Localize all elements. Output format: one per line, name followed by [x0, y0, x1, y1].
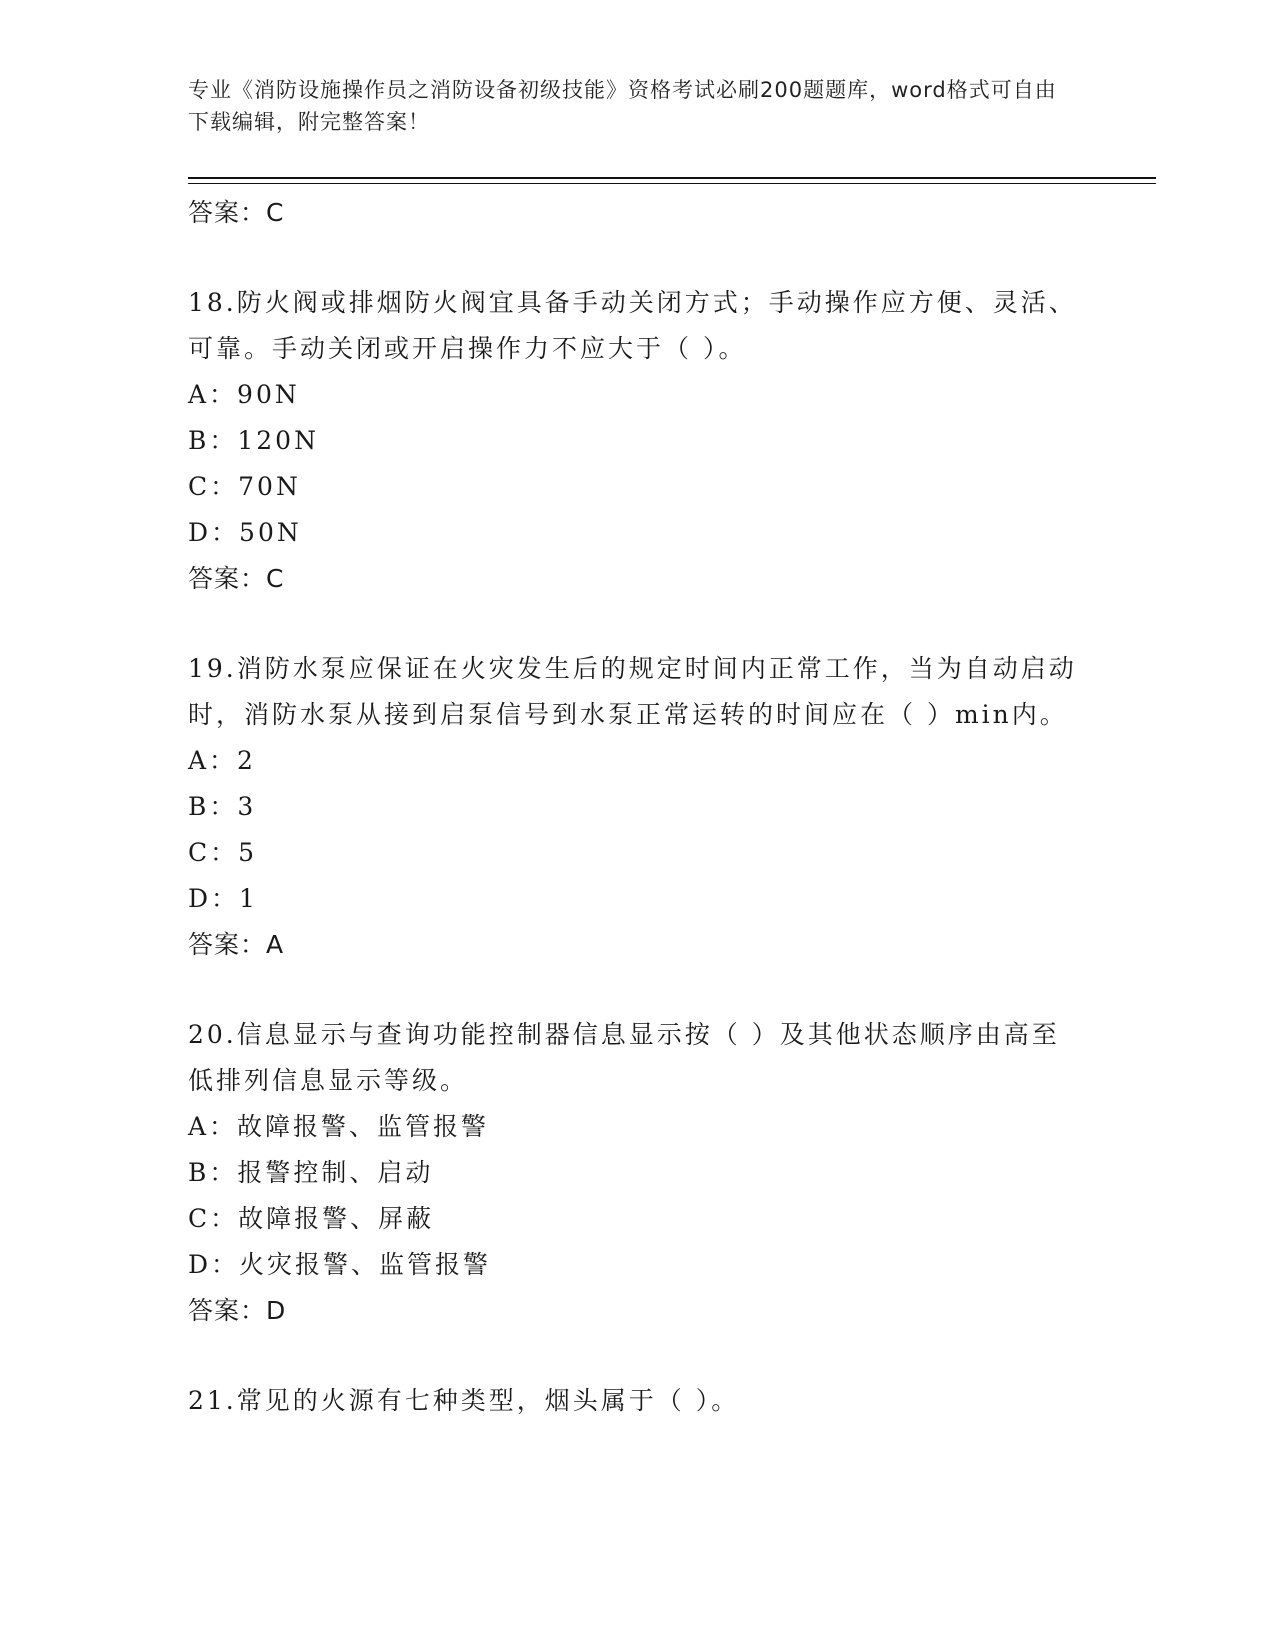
answer-value: C	[266, 564, 285, 593]
answer-value: A	[266, 930, 285, 959]
answer-line	[188, 922, 1078, 968]
answer-line	[188, 1288, 1078, 1334]
option-c: C：70N	[188, 472, 301, 501]
option-a: A：90N	[188, 380, 300, 409]
answer-prefix: 答案：	[188, 930, 267, 959]
answer-value: D	[266, 1296, 287, 1325]
document-header: 专业《消防设施操作员之消防设备初级技能》资格考试必刷200题题库，word格式可自由下载编辑，附完整答案！	[188, 78, 1057, 134]
answer-line	[188, 556, 1078, 602]
option-a: A：2	[188, 746, 256, 775]
option-d: D：50N	[188, 518, 302, 547]
question-text: 18.防火阀或排烟防火阀宜具备手动关闭方式；手动操作应方便、灵活、可靠。手动关闭或开启操作力不应大于（ ）。	[188, 288, 1077, 363]
header-rule-thick	[188, 177, 1156, 179]
answer-value: C	[266, 198, 285, 227]
answer-prefix: 答案：	[188, 564, 267, 593]
option-a: A：故障报警、监管报警	[188, 1112, 490, 1141]
option-b: B：报警控制、启动	[188, 1158, 434, 1187]
question-text: 19.消防水泵应保证在火灾发生后的规定时间内正常工作，当为自动启动时，消防水泵从接到启泵信号到水泵正常运转的时间应在（ ）min内。	[188, 654, 1077, 729]
option-c: C：故障报警、屏蔽	[188, 1204, 435, 1233]
answer-line	[188, 190, 1078, 236]
option-b: B：3	[188, 792, 257, 821]
option-c: C：5	[188, 838, 258, 867]
question-text: 21.常见的火源有七种类型，烟头属于（ ）。	[188, 1386, 740, 1415]
answer-prefix: 答案：	[188, 1296, 267, 1325]
answer-prefix: 答案：	[188, 198, 267, 227]
option-d: D：1	[188, 884, 258, 913]
question-text: 20.信息显示与查询功能控制器信息显示按（ ）及其他状态顺序由高至低排列信息显示等级。	[188, 1020, 1060, 1095]
option-b: B：120N	[188, 426, 319, 455]
option-d: D：火灾报警、监管报警	[188, 1250, 492, 1279]
header-rule-thin	[188, 183, 1156, 184]
question-list	[188, 190, 1078, 1424]
